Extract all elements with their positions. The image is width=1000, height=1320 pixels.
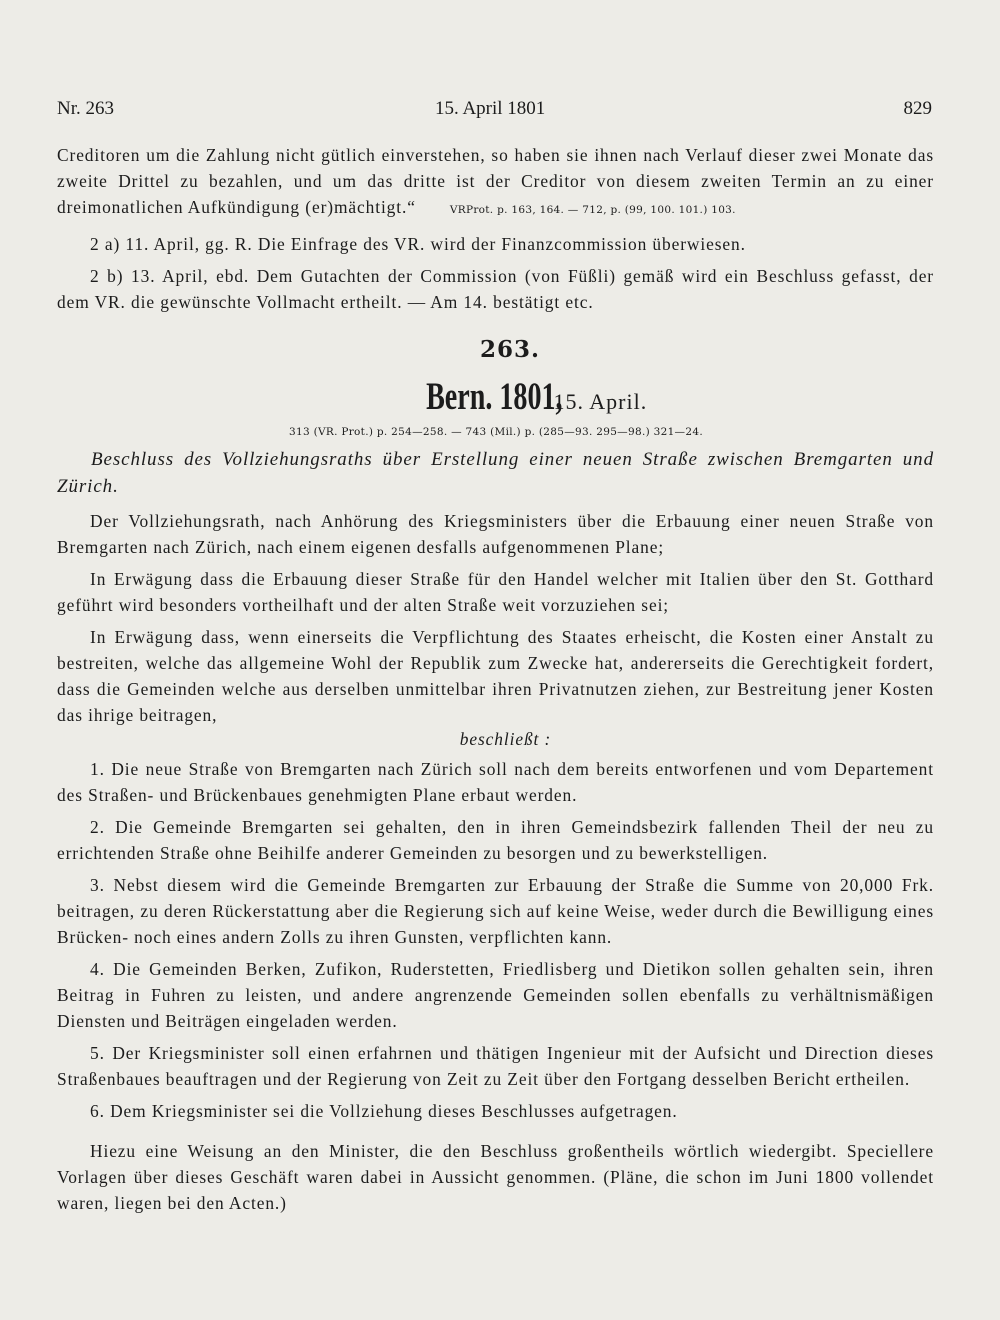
document-date: 15. April.: [553, 389, 648, 414]
consideration-paragraph-1: In Erwägung dass die Erbauung dieser Straße für den Handel welcher mit Italien über den St. Gotthard geführt wird besonders vortheilhaft und der alten Straße weit vorzuziehen sei;: [57, 569, 934, 615]
consideration-paragraph-2: In Erwägung dass, wenn einerseits die Verpflichtung des Staates erheischt, die Kosten einer Anstalt zu bestreiten, welche das allgemeine Wohl der Republik zum Zwecke hat, andererseits die Gerechtigkeit fordert, dass die Gemeinden welche aus derselben unmittelbar ihren Privatnutzen ziehen, zur Bestreitung jener Kosten das ihrige beitragen,: [57, 627, 934, 725]
article-5: 5. Der Kriegsminister soll einen erfahrnen und thätigen Ingenieur mit der Aufsicht und Direction dieses Straßenbaues beauftragen und der Regierung von Zeit zu Zeit über den Fortgang desselben Bericht ertheilen.: [57, 1043, 934, 1089]
header-date: 15. April 1801: [435, 98, 546, 119]
source-references: 313 (VR. Prot.) p. 254—258. — 743 (Mil.) p. (285—93. 295—98.) 321—24.: [289, 426, 703, 438]
note-2a: 2 a) 11. April, gg. R. Die Einfrage des VR. wird der Finanzcommission überwiesen.: [90, 234, 746, 254]
document-number: 263.: [479, 336, 541, 363]
article-6: 6. Dem Kriegsminister sei die Vollziehung dieses Beschlusses aufgetragen.: [90, 1101, 678, 1121]
header-document-number: Nr. 263: [57, 98, 114, 119]
article-2: 2. Die Gemeinde Bremgarten sei gehalten, den in ihren Gemeindsbezirk fallenden Theil der neu zu errichtenden Straße ohne Beihilfe anderer Gemeinden zu besorgen und zu bewerkstelligen.: [57, 817, 934, 863]
article-3: 3. Nebst diesem wird die Gemeinde Bremgarten zur Erbauung der Straße die Summe von 20,000 Frk. beitragen, zu deren Rückerstattung aber die Regierung sich auf keine Weise, weder durch die Bewilligung eines Brücken- noch eines andern Zolls zu ihren Gunsten, verpflichten kann.: [57, 875, 934, 947]
article-1: 1. Die neue Straße von Bremgarten nach Zürich soll nach dem bereits entworfenen und vom Departement des Straßen- und Brückenbaues genehmigten Plane erbaut werden.: [57, 759, 934, 805]
place-and-date: [0, 374, 1000, 419]
document-title-text: Beschluss des Vollziehungsraths über Erstellung einer neuen Straße zwischen Bremgarten und Zürich.: [57, 449, 934, 497]
continuation-text: Creditoren um die Zahlung nicht gütlich einverstehen, so haben sie ihnen nach Verlauf dieser zwei Monate das zweite Drittel zu bezahlen, und um das dritte ist der Creditor von diesem zweiten Termin an zu einer dreimonatlichen Aufkündigung (er)mächtigt.“: [57, 145, 934, 217]
place-year: Bern. 1801,: [425, 375, 563, 418]
document-body: [57, 508, 934, 1216]
header-page-number: 829: [903, 98, 932, 119]
editorial-note: Hiezu eine Weisung an den Minister, die den Beschluss großentheils wörtlich wiedergibt. Speciellere Vorlagen über dieses Geschäft waren dabei in Aussicht genommen. (Pläne, die schon im Juni 1800 vollendet waren, liegen bei den Acten.): [57, 1141, 934, 1213]
article-4: 4. Die Gemeinden Berken, Zufikon, Ruderstetten, Friedlisberg und Dietikon sollen gehalten sein, ihren Beitrag in Fuhren zu leisten, und andere angrenzende Gemeinden sollen ebenfalls zu verhältnismäßigen Diensten und Beiträgen eingeladen werden.: [57, 959, 934, 1031]
resolves-heading: beschließt :: [459, 729, 552, 749]
running-header: [57, 98, 932, 128]
previous-document-continuation: [57, 142, 934, 315]
protocol-reference: VRProt. p. 163, 164. — 712, p. (99, 100. 101.) 103.: [449, 204, 736, 216]
continuation-paragraph: [57, 142, 934, 223]
note-2b: 2 b) 13. April, ebd. Dem Gutachten der Commission (von Füßli) gemäß wird ein Beschluss gefasst, der dem VR. die gewünschte Vollmacht ertheilt. — Am 14. bestätigt etc.: [57, 266, 934, 312]
document-title: [57, 446, 934, 500]
intro-paragraph: Der Vollziehungsrath, nach Anhörung des Kriegsministers über die Erbauung einer neuen Straße von Bremgarten nach Zürich, nach einem eigenen desfalls aufgenommenen Plane;: [57, 511, 934, 557]
